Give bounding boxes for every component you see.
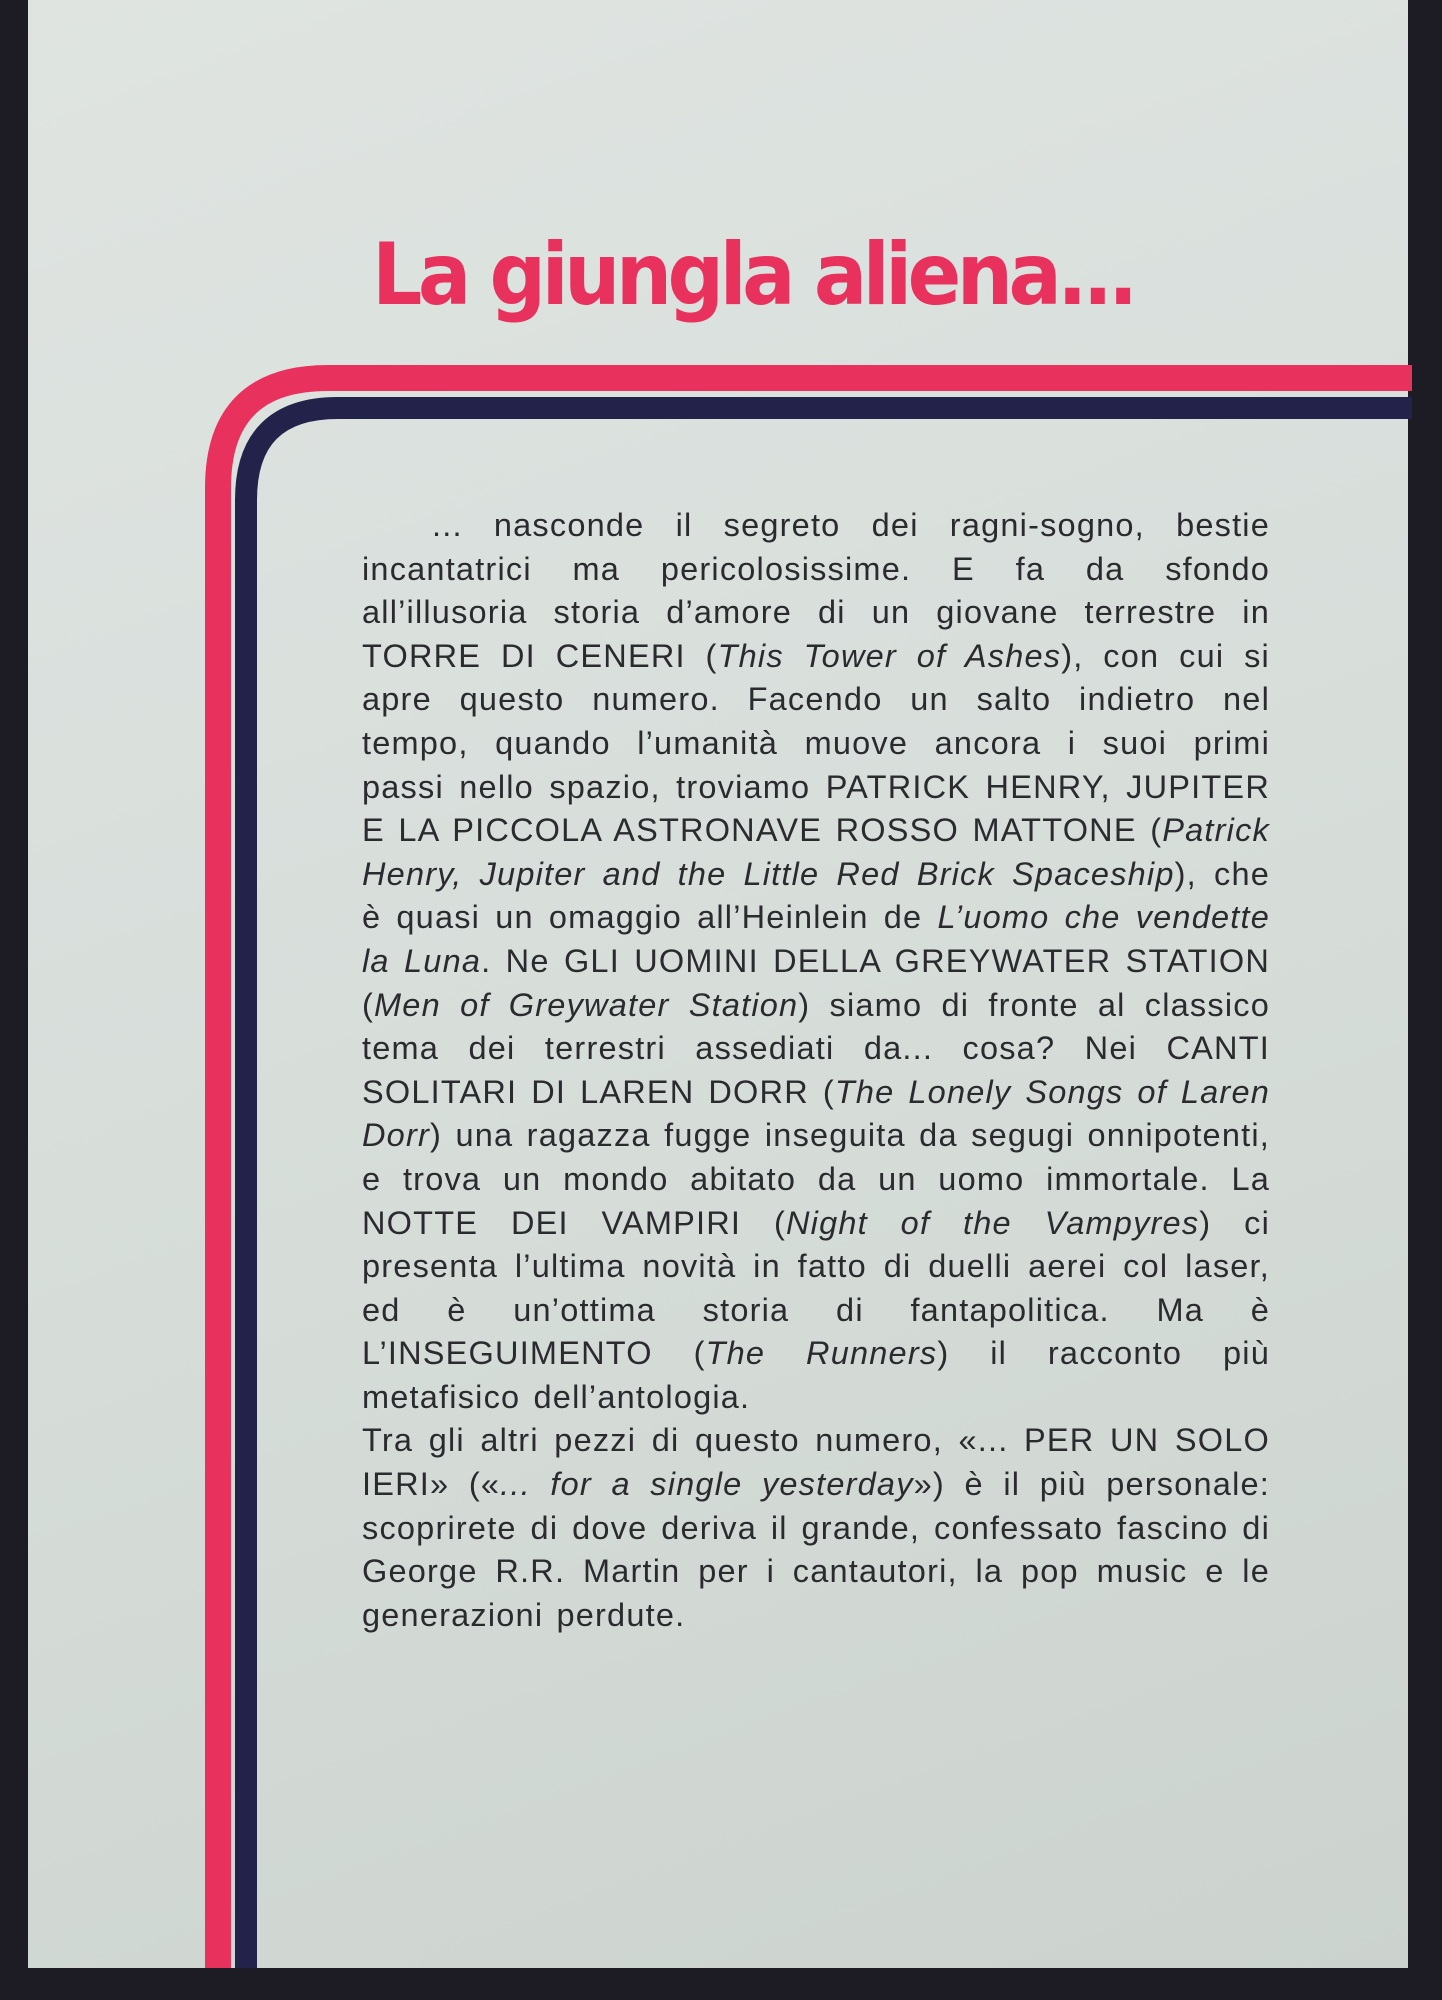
text-run: ), che è quasi un omaggio all’Heinlein de	[362, 855, 1270, 936]
italic-title-run: The Lonely Songs of Laren Dorr	[362, 1073, 1270, 1154]
text-run: ), con cui si apre questo numero. Facendo un salto indietro nel tempo, quando l’umanità muove ancora i suoi primi passi nello spazio, troviamo PATRICK HENRY, JUPITER E LA PICCOLA ASTRONAVE ROSSO MATTONE (	[362, 637, 1270, 849]
text-run: ) una ragazza fugge inseguita da segugi onnipotenti, e trova un mondo abitato da un uomo immortale. La NOTTE DEI VAMPIRI (	[362, 1117, 1270, 1241]
italic-title-run: Men of Greywater Station	[374, 986, 799, 1023]
italic-title-run: Night of the Vampyres	[786, 1204, 1200, 1241]
blurb-text	[362, 504, 1270, 1637]
text-run: ) il racconto più metafisico dell’antologia.	[362, 1335, 1270, 1415]
text-run: ) ci presenta l’ultima novità in fatto di duelli aerei col laser, ed è un’ottima storia di fantapolitica. Ma è L’INSEGUIMENTO (	[362, 1204, 1271, 1372]
text-run: ») è il più personale: scoprirete di dove deriva il grande, confessato fascino di George R.R. Martin per i cantautori, la pop music e le generazioni perdute.	[362, 1466, 1271, 1633]
text-run: Tra gli altri pezzi di questo numero, «... PER UN SOLO IERI» («	[362, 1422, 1270, 1503]
cover-title: La giungla aliena...	[372, 225, 1134, 325]
text-run: . Ne GLI UOMINI DELLA GREYWATER STATION (	[362, 942, 1270, 1023]
italic-title-run: L’uomo che vendette la Luna	[362, 899, 1270, 979]
blurb-paragraph	[362, 504, 1270, 1419]
blurb-paragraph	[362, 1419, 1270, 1637]
italic-title-run: Patrick Henry, Jupiter and the Little Red Brick Spaceship	[362, 812, 1270, 892]
text-run: ) siamo di fronte al classico tema dei terrestri assediati da... cosa? Nei CANTI SOLITARI DI LAREN DORR (	[362, 986, 1270, 1110]
italic-title-run: ... for a single yesterday	[500, 1466, 914, 1503]
text-run: ... nasconde il segreto dei ragni-sogno, bestie incantatrici ma pericolosissime. E fa da sfondo all’illusoria storia d’amore di un giovane terrestre in TORRE DI CENERI (	[362, 507, 1270, 674]
italic-title-run: This Tower of Ashes	[717, 637, 1062, 674]
italic-title-run: The Runners	[705, 1335, 938, 1372]
